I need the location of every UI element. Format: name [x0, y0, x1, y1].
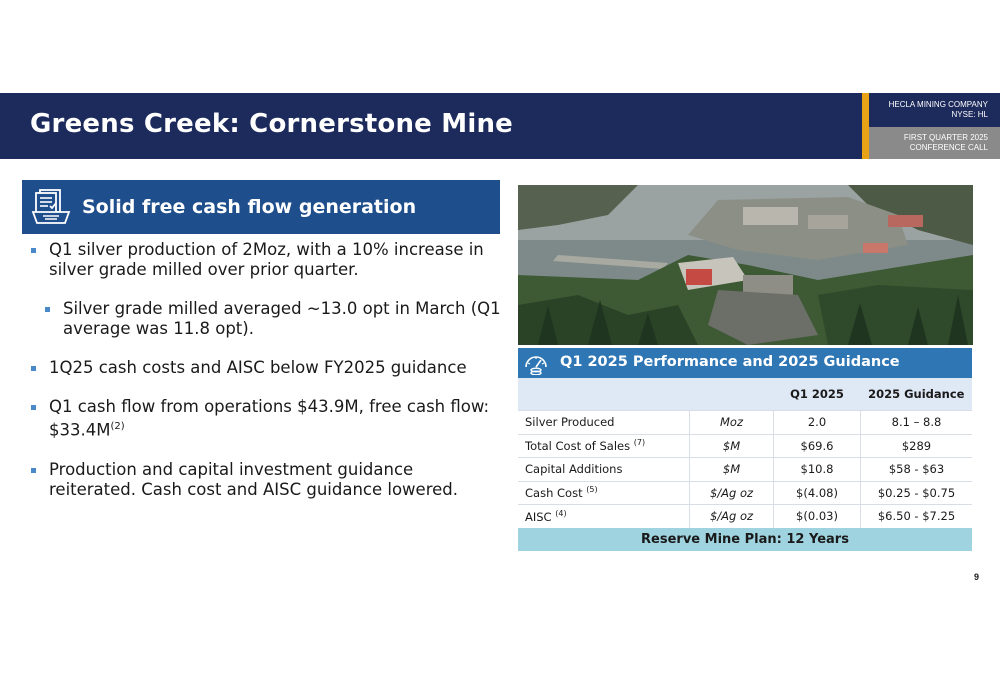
q1-cell: 2.0 [774, 411, 861, 435]
column-header: 2025 Guidance [861, 378, 973, 411]
mine-aerial-photo [518, 185, 973, 345]
bullet-text: Production and capital investment guidance reiterated. Cash cost and AISC guidance lowered. [49, 459, 458, 499]
unit-cell: $M [690, 458, 774, 482]
metric-cell: Silver Produced [518, 411, 690, 435]
column-header [690, 378, 774, 411]
sub-bullet-item [44, 299, 505, 339]
guidance-cell: 8.1 – 8.8 [861, 411, 973, 435]
bullet-item [30, 358, 505, 378]
q1-cell: $(4.08) [774, 481, 861, 505]
column-header: Q1 2025 [774, 378, 861, 411]
table-row [518, 481, 972, 505]
guidance-table [518, 378, 972, 529]
section-title: Solid free cash flow generation [82, 196, 417, 218]
company-box [869, 93, 1000, 127]
q1-cell: $10.8 [774, 458, 861, 482]
performance-header [518, 348, 972, 378]
section-header [22, 180, 500, 234]
gauge-coins-icon [523, 351, 549, 375]
performance-title: Q1 2025 Performance and 2025 Guidance [560, 354, 900, 370]
accent-bar [862, 93, 869, 159]
guidance-cell: $58 - $63 [861, 458, 973, 482]
table-row [518, 411, 972, 435]
metric-cell: Total Cost of Sales $^{(7)}$ [518, 434, 690, 458]
page-title: Greens Creek: Cornerstone Mine [30, 109, 514, 139]
unit-cell: $/Ag oz [690, 481, 774, 505]
column-header [518, 378, 690, 411]
bullet-square-icon [31, 248, 36, 253]
metric-cell: Cash Cost $^{(5)}$ [518, 481, 690, 505]
footnote-ref: (7) [633, 438, 646, 448]
event-line2: CONFERENCE CALL [909, 143, 988, 152]
event-box [869, 127, 1000, 159]
bullet-text: Silver grade milled averaged ~13.0 opt in March (Q1 average was 11.8 opt). [63, 299, 501, 338]
table-row [518, 434, 972, 458]
bullet-square-icon [31, 468, 36, 473]
bullet-item [30, 460, 505, 500]
bullet-text: Q1 silver production of 2Moz, with a 10% increase in silver grade milled over prior quarter. [49, 240, 484, 279]
unit-cell: $/Ag oz [690, 505, 774, 529]
bullet-square-icon [45, 307, 50, 312]
footnote-ref: (2) [110, 421, 125, 432]
guidance-cell: $6.50 - $7.25 [861, 505, 973, 529]
bullet-text: Q1 cash flow from operations $43.9M, free cash flow: $33.4M [49, 397, 490, 440]
unit-cell: $M [690, 434, 774, 458]
bullet-square-icon [31, 405, 36, 410]
company-name: HECLA MINING COMPANY [888, 100, 988, 109]
table-row [518, 505, 972, 529]
q1-cell: $69.6 [774, 434, 861, 458]
guidance-cell: $289 [861, 434, 973, 458]
bullet-item [30, 397, 505, 441]
table-header-row [518, 378, 972, 411]
ticker: NYSE: HL [951, 110, 988, 119]
unit-cell: Moz [690, 411, 774, 435]
bullet-square-icon [31, 366, 36, 371]
page-number: 9 [974, 572, 980, 582]
table-row [518, 458, 972, 482]
footnote-ref: (4) [555, 508, 567, 518]
bullet-item [30, 240, 505, 280]
guidance-cell: $0.25 - $0.75 [861, 481, 973, 505]
financial-document-icon [31, 188, 71, 226]
bullet-list [30, 240, 505, 519]
footnote-ref: (5) [586, 485, 598, 495]
reserve-plan-banner: Reserve Mine Plan: 12 Years [518, 528, 972, 551]
metric-cell: AISC $^{(4)}$ [518, 505, 690, 529]
bullet-text: 1Q25 cash costs and AISC below FY2025 guidance [49, 358, 467, 377]
event-line1: FIRST QUARTER 2025 [903, 133, 988, 142]
metric-cell: Capital Additions [518, 458, 690, 482]
q1-cell: $(0.03) [774, 505, 861, 529]
